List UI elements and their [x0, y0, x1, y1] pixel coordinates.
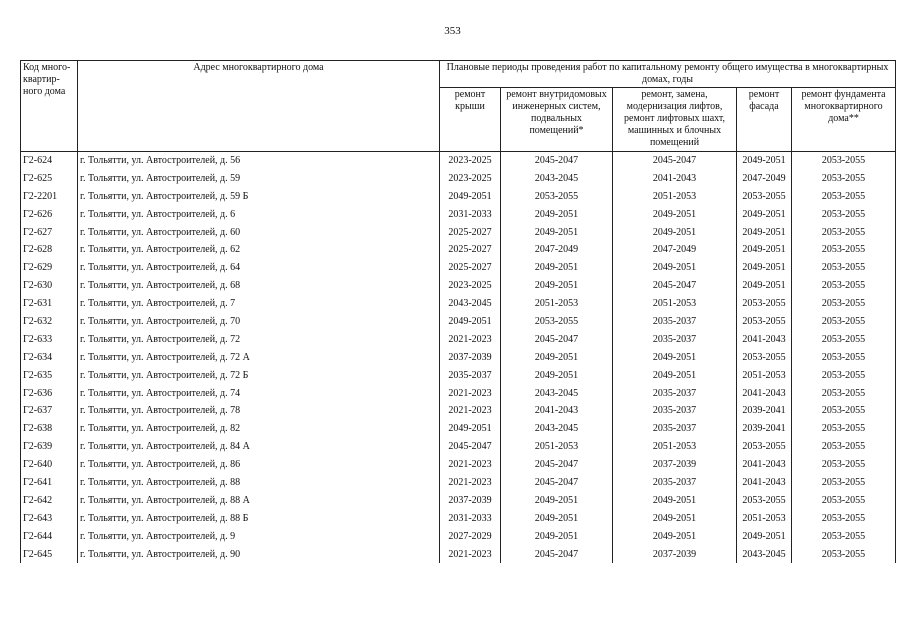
cell-address: г. Тольятти, ул. Автостроителей, д. 59 Б [78, 188, 440, 206]
cell-foundation: 2053-2055 [792, 492, 896, 510]
cell-code: Г2-624 [21, 152, 78, 170]
cell-elevators: 2051-2053 [613, 188, 737, 206]
cell-foundation: 2053-2055 [792, 152, 896, 170]
cell-systems: 2049-2051 [501, 259, 613, 277]
cell-roof: 2027-2029 [440, 528, 501, 546]
table-row [21, 528, 896, 546]
cell-address: г. Тольятти, ул. Автостроителей, д. 84 А [78, 438, 440, 456]
cell-roof: 2049-2051 [440, 313, 501, 331]
cell-facade: 2051-2053 [737, 367, 792, 385]
header-address: Адрес многоквартирного дома [78, 61, 440, 152]
table-row [21, 456, 896, 474]
cell-address: г. Тольятти, ул. Автостроителей, д. 62 [78, 241, 440, 259]
cell-systems: 2053-2055 [501, 188, 613, 206]
cell-address: г. Тольятти, ул. Автостроителей, д. 82 [78, 420, 440, 438]
table-row [21, 349, 896, 367]
cell-elevators: 2049-2051 [613, 367, 737, 385]
cell-code: Г2-634 [21, 349, 78, 367]
cell-systems: 2043-2045 [501, 170, 613, 188]
cell-roof: 2021-2023 [440, 402, 501, 420]
cell-code: Г2-640 [21, 456, 78, 474]
cell-address: г. Тольятти, ул. Автостроителей, д. 64 [78, 259, 440, 277]
cell-roof: 2021-2023 [440, 331, 501, 349]
cell-code: Г2-632 [21, 313, 78, 331]
cell-address: г. Тольятти, ул. Автостроителей, д. 78 [78, 402, 440, 420]
cell-roof: 2049-2051 [440, 188, 501, 206]
cell-code: Г2-638 [21, 420, 78, 438]
cell-facade: 2049-2051 [737, 241, 792, 259]
table-row [21, 224, 896, 242]
cell-address: г. Тольятти, ул. Автостроителей, д. 56 [78, 152, 440, 170]
cell-systems: 2053-2055 [501, 313, 613, 331]
cell-systems: 2049-2051 [501, 277, 613, 295]
cell-roof: 2021-2023 [440, 546, 501, 564]
cell-facade: 2041-2043 [737, 474, 792, 492]
cell-code: Г2-645 [21, 546, 78, 564]
cell-roof: 2037-2039 [440, 492, 501, 510]
cell-code: Г2-626 [21, 206, 78, 224]
cell-address: г. Тольятти, ул. Автостроителей, д. 88 [78, 474, 440, 492]
cell-foundation: 2053-2055 [792, 402, 896, 420]
cell-facade: 2053-2055 [737, 492, 792, 510]
cell-address: г. Тольятти, ул. Автостроителей, д. 90 [78, 546, 440, 564]
cell-foundation: 2053-2055 [792, 224, 896, 242]
cell-facade: 2049-2051 [737, 152, 792, 170]
cell-facade: 2041-2043 [737, 385, 792, 403]
cell-systems: 2049-2051 [501, 510, 613, 528]
cell-elevators: 2049-2051 [613, 224, 737, 242]
cell-foundation: 2053-2055 [792, 259, 896, 277]
cell-systems: 2043-2045 [501, 420, 613, 438]
table-row [21, 510, 896, 528]
cell-facade: 2049-2051 [737, 259, 792, 277]
header-roof-repair: ремонт крыши [440, 88, 501, 152]
cell-elevators: 2037-2039 [613, 546, 737, 564]
cell-facade: 2053-2055 [737, 349, 792, 367]
cell-facade: 2051-2053 [737, 510, 792, 528]
cell-elevators: 2035-2037 [613, 420, 737, 438]
table-row [21, 474, 896, 492]
table-row [21, 295, 896, 313]
table-row [21, 152, 896, 170]
cell-address: г. Тольятти, ул. Автостроителей, д. 6 [78, 206, 440, 224]
cell-systems: 2041-2043 [501, 402, 613, 420]
cell-elevators: 2035-2037 [613, 402, 737, 420]
cell-elevators: 2051-2053 [613, 438, 737, 456]
cell-code: Г2-639 [21, 438, 78, 456]
cell-roof: 2025-2027 [440, 241, 501, 259]
cell-roof: 2021-2023 [440, 456, 501, 474]
cell-facade: 2049-2051 [737, 224, 792, 242]
cell-elevators: 2045-2047 [613, 152, 737, 170]
cell-elevators: 2049-2051 [613, 259, 737, 277]
cell-foundation: 2053-2055 [792, 528, 896, 546]
cell-foundation: 2053-2055 [792, 241, 896, 259]
cell-elevators: 2041-2043 [613, 170, 737, 188]
cell-roof: 2021-2023 [440, 474, 501, 492]
table-row [21, 438, 896, 456]
cell-roof: 2043-2045 [440, 295, 501, 313]
cell-foundation: 2053-2055 [792, 206, 896, 224]
cell-roof: 2045-2047 [440, 438, 501, 456]
cell-address: г. Тольятти, ул. Автостроителей, д. 68 [78, 277, 440, 295]
cell-roof: 2037-2039 [440, 349, 501, 367]
cell-facade: 2039-2041 [737, 420, 792, 438]
header-facade-repair: ремонт фасада [737, 88, 792, 152]
page-number: 353 [444, 25, 461, 37]
cell-foundation: 2053-2055 [792, 331, 896, 349]
cell-code: Г2-637 [21, 402, 78, 420]
cell-elevators: 2037-2039 [613, 456, 737, 474]
cell-foundation: 2053-2055 [792, 456, 896, 474]
cell-code: Г2-2201 [21, 188, 78, 206]
cell-systems: 2045-2047 [501, 546, 613, 564]
cell-systems: 2051-2053 [501, 295, 613, 313]
cell-address: г. Тольятти, ул. Автостроителей, д. 70 [78, 313, 440, 331]
cell-roof: 2031-2033 [440, 510, 501, 528]
cell-systems: 2049-2051 [501, 492, 613, 510]
cell-code: Г2-642 [21, 492, 78, 510]
table-row [21, 331, 896, 349]
cell-elevators: 2049-2051 [613, 206, 737, 224]
cell-elevators: 2035-2037 [613, 385, 737, 403]
cell-facade: 2047-2049 [737, 170, 792, 188]
cell-foundation: 2053-2055 [792, 546, 896, 564]
cell-address: г. Тольятти, ул. Автостроителей, д. 60 [78, 224, 440, 242]
cell-roof: 2035-2037 [440, 367, 501, 385]
table-row [21, 492, 896, 510]
cell-foundation: 2053-2055 [792, 385, 896, 403]
capital-repair-schedule-table [20, 60, 896, 563]
cell-foundation: 2053-2055 [792, 188, 896, 206]
cell-elevators: 2049-2051 [613, 528, 737, 546]
table-body [21, 152, 896, 564]
cell-facade: 2039-2041 [737, 402, 792, 420]
cell-facade: 2053-2055 [737, 438, 792, 456]
cell-code: Г2-641 [21, 474, 78, 492]
cell-systems: 2049-2051 [501, 349, 613, 367]
cell-roof: 2023-2025 [440, 152, 501, 170]
cell-systems: 2043-2045 [501, 385, 613, 403]
header-elevator-repair: ремонт, замена, модернизация лифтов, ремонт лифтовых шахт, машинных и блочных помещений [613, 88, 737, 152]
cell-elevators: 2047-2049 [613, 241, 737, 259]
cell-code: Г2-630 [21, 277, 78, 295]
table-row [21, 402, 896, 420]
header-systems-repair: ремонт внутридомовых инженерных систем, подвальных помещений* [501, 88, 613, 152]
cell-foundation: 2053-2055 [792, 313, 896, 331]
cell-address: г. Тольятти, ул. Автостроителей, д. 72 [78, 331, 440, 349]
cell-systems: 2045-2047 [501, 456, 613, 474]
cell-facade: 2041-2043 [737, 456, 792, 474]
cell-code: Г2-631 [21, 295, 78, 313]
header-planned-periods: Плановые периоды проведения работ по капитальному ремонту общего имущества в многоквартирных домах, годы [440, 61, 896, 88]
cell-code: Г2-629 [21, 259, 78, 277]
table-row [21, 420, 896, 438]
cell-roof: 2025-2027 [440, 259, 501, 277]
cell-roof: 2023-2025 [440, 170, 501, 188]
cell-systems: 2049-2051 [501, 206, 613, 224]
cell-facade: 2049-2051 [737, 528, 792, 546]
cell-elevators: 2035-2037 [613, 331, 737, 349]
cell-systems: 2049-2051 [501, 367, 613, 385]
header-code: Код много-квартир-ного дома [21, 61, 78, 152]
table-row [21, 170, 896, 188]
cell-foundation: 2053-2055 [792, 367, 896, 385]
cell-code: Г2-643 [21, 510, 78, 528]
cell-foundation: 2053-2055 [792, 295, 896, 313]
cell-elevators: 2049-2051 [613, 349, 737, 367]
cell-address: г. Тольятти, ул. Автостроителей, д. 88 А [78, 492, 440, 510]
cell-elevators: 2035-2037 [613, 313, 737, 331]
cell-address: г. Тольятти, ул. Автостроителей, д. 7 [78, 295, 440, 313]
table-row [21, 546, 896, 564]
cell-address: г. Тольятти, ул. Автостроителей, д. 59 [78, 170, 440, 188]
cell-facade: 2049-2051 [737, 277, 792, 295]
cell-facade: 2053-2055 [737, 188, 792, 206]
cell-code: Г2-627 [21, 224, 78, 242]
cell-foundation: 2053-2055 [792, 349, 896, 367]
cell-elevators: 2035-2037 [613, 474, 737, 492]
table-row [21, 259, 896, 277]
cell-systems: 2045-2047 [501, 331, 613, 349]
cell-code: Г2-635 [21, 367, 78, 385]
cell-facade: 2053-2055 [737, 295, 792, 313]
table-row [21, 313, 896, 331]
cell-code: Г2-628 [21, 241, 78, 259]
cell-foundation: 2053-2055 [792, 277, 896, 295]
cell-facade: 2041-2043 [737, 331, 792, 349]
table-row [21, 367, 896, 385]
cell-foundation: 2053-2055 [792, 420, 896, 438]
cell-code: Г2-644 [21, 528, 78, 546]
cell-code: Г2-633 [21, 331, 78, 349]
table-row [21, 188, 896, 206]
cell-systems: 2047-2049 [501, 241, 613, 259]
cell-elevators: 2051-2053 [613, 295, 737, 313]
cell-systems: 2049-2051 [501, 528, 613, 546]
cell-foundation: 2053-2055 [792, 170, 896, 188]
cell-facade: 2043-2045 [737, 546, 792, 564]
header-foundation-repair: ремонт фундамента многоквартирного дома** [792, 88, 896, 152]
cell-elevators: 2049-2051 [613, 492, 737, 510]
cell-code: Г2-625 [21, 170, 78, 188]
cell-roof: 2023-2025 [440, 277, 501, 295]
cell-systems: 2049-2051 [501, 224, 613, 242]
cell-roof: 2021-2023 [440, 385, 501, 403]
cell-foundation: 2053-2055 [792, 510, 896, 528]
cell-facade: 2053-2055 [737, 313, 792, 331]
cell-roof: 2031-2033 [440, 206, 501, 224]
cell-address: г. Тольятти, ул. Автостроителей, д. 72 Б [78, 367, 440, 385]
table-row [21, 241, 896, 259]
cell-roof: 2025-2027 [440, 224, 501, 242]
cell-address: г. Тольятти, ул. Автостроителей, д. 72 А [78, 349, 440, 367]
cell-elevators: 2045-2047 [613, 277, 737, 295]
cell-facade: 2049-2051 [737, 206, 792, 224]
cell-foundation: 2053-2055 [792, 438, 896, 456]
cell-systems: 2051-2053 [501, 438, 613, 456]
table-row [21, 206, 896, 224]
cell-address: г. Тольятти, ул. Автостроителей, д. 74 [78, 385, 440, 403]
table-row [21, 385, 896, 403]
cell-address: г. Тольятти, ул. Автостроителей, д. 9 [78, 528, 440, 546]
cell-code: Г2-636 [21, 385, 78, 403]
cell-foundation: 2053-2055 [792, 474, 896, 492]
cell-elevators: 2049-2051 [613, 510, 737, 528]
cell-address: г. Тольятти, ул. Автостроителей, д. 86 [78, 456, 440, 474]
cell-systems: 2045-2047 [501, 474, 613, 492]
cell-address: г. Тольятти, ул. Автостроителей, д. 88 Б [78, 510, 440, 528]
cell-roof: 2049-2051 [440, 420, 501, 438]
cell-systems: 2045-2047 [501, 152, 613, 170]
table-row [21, 277, 896, 295]
